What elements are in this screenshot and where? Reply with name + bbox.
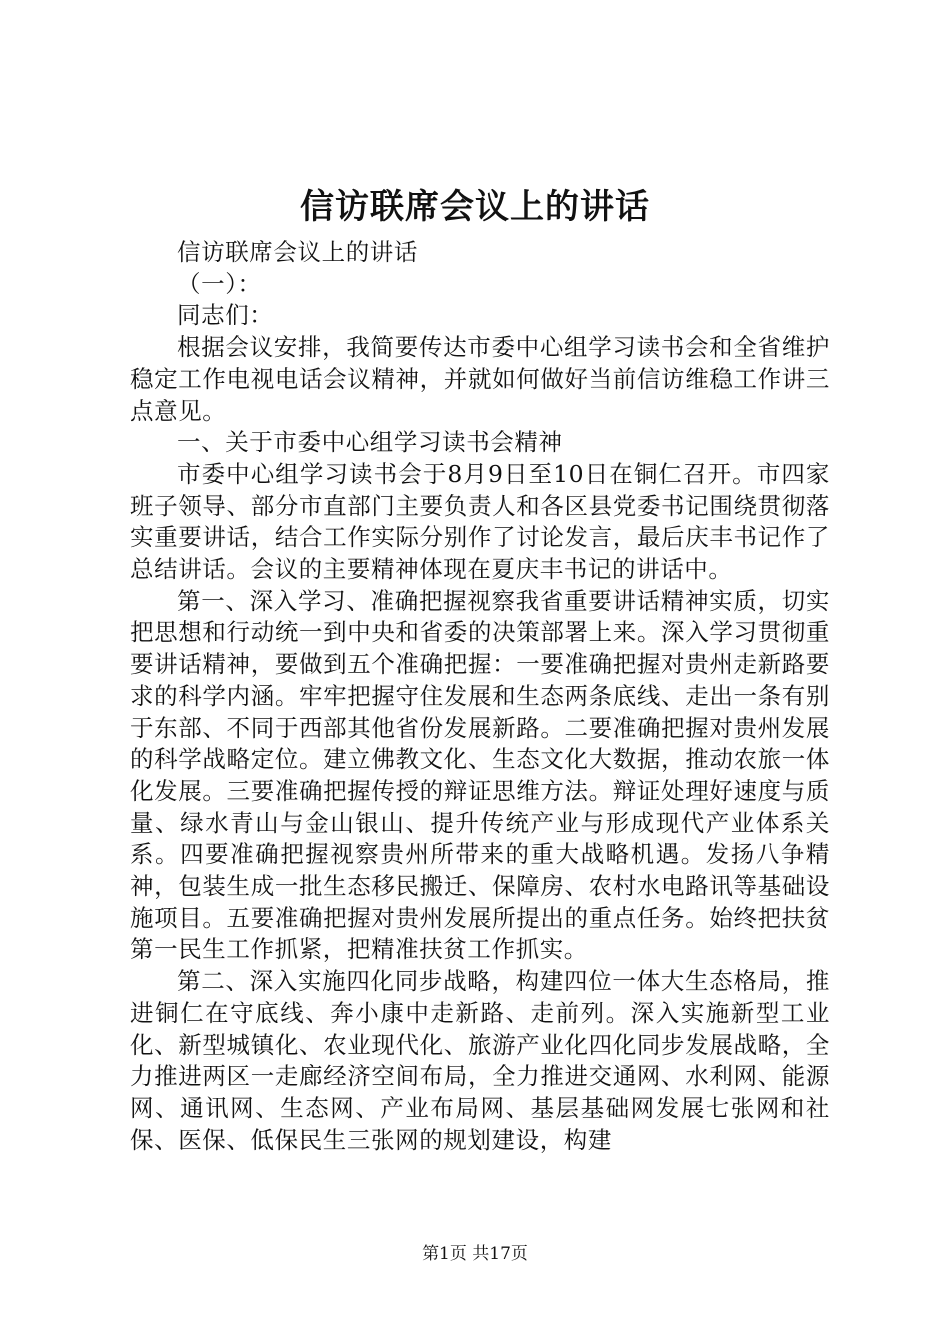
paragraph: 第一、深入学习、准确把握视察我省重要讲话精神实质，切实把思想和行动统一到中央和省委的决策部署上来。深入学习贯彻重要讲话精神，要做到五个准确把握：一要准确把握对贵州走新路要求的科学内涵。牢牢把握守住发展和生态两条底线、走出一条有别于东部、不同于西部其他省份发展新路。二要准确把握对贵州发展的科学战略定位。建立佛教文化、生态文化大数据，推动农旅一体化发展。三要准确把握传授的辩证思维方法。辩证处理好速度与质量、绿水青山与金山银山、提升传统产业与形成现代产业体系关系。四要准确把握视察贵州所带来的重大战略机遇。发扬八争精神，包装生成一批生态移民搬迁、保障房、农村水电路讯等基础设施项目。五要准确把握对贵州发展所提出的重点任务。始终把扶贫第一民生工作抓紧，把精准扶贫工作抓实。	[130, 586, 830, 964]
paragraph: （一）：	[177, 269, 262, 298]
paragraph: 第二、深入实施四化同步战略，构建四位一体大生态格局，推进铜仁在守底线、奔小康中走新路、走前列。深入实施新型工业化、新型城镇化、农业现代化、旅游产业化四化同步发展战略，全力推进两区一走廊经济空间布局，全力推进交通网、水利网、能源网、通讯网、生态网、产业布局网、基层基础网发展七张网和社保、医保、低保民生三张网的规划建设，构建	[130, 967, 830, 1154]
document-title: 信访联席会议上的讲话	[300, 187, 650, 227]
paragraph: 根据会议安排，我简要传达市委中心组学习读书会和全省维护稳定工作电视电话会议精神，并就如何做好当前信访维稳工作讲三点意见。	[130, 333, 830, 425]
paragraph: 市委中心组学习读书会于8月9日至10日在铜仁召开。市四家班子领导、部分市直部门主要负责人和各区县党委书记围绕贯彻落实重要讲话，结合工作实际分别作了讨论发言，最后庆丰书记作了总结讲话。会议的主要精神体现在夏庆丰书记的讲话中。	[130, 459, 830, 584]
page-number-footer: 第1页 共17页	[422, 1244, 528, 1264]
paragraph: 一、关于市委中心组学习读书会精神	[177, 428, 563, 457]
paragraph: 同志们：	[177, 301, 274, 330]
document-body	[130, 237, 830, 1156]
paragraph: 信访联席会议上的讲话	[177, 238, 418, 266]
